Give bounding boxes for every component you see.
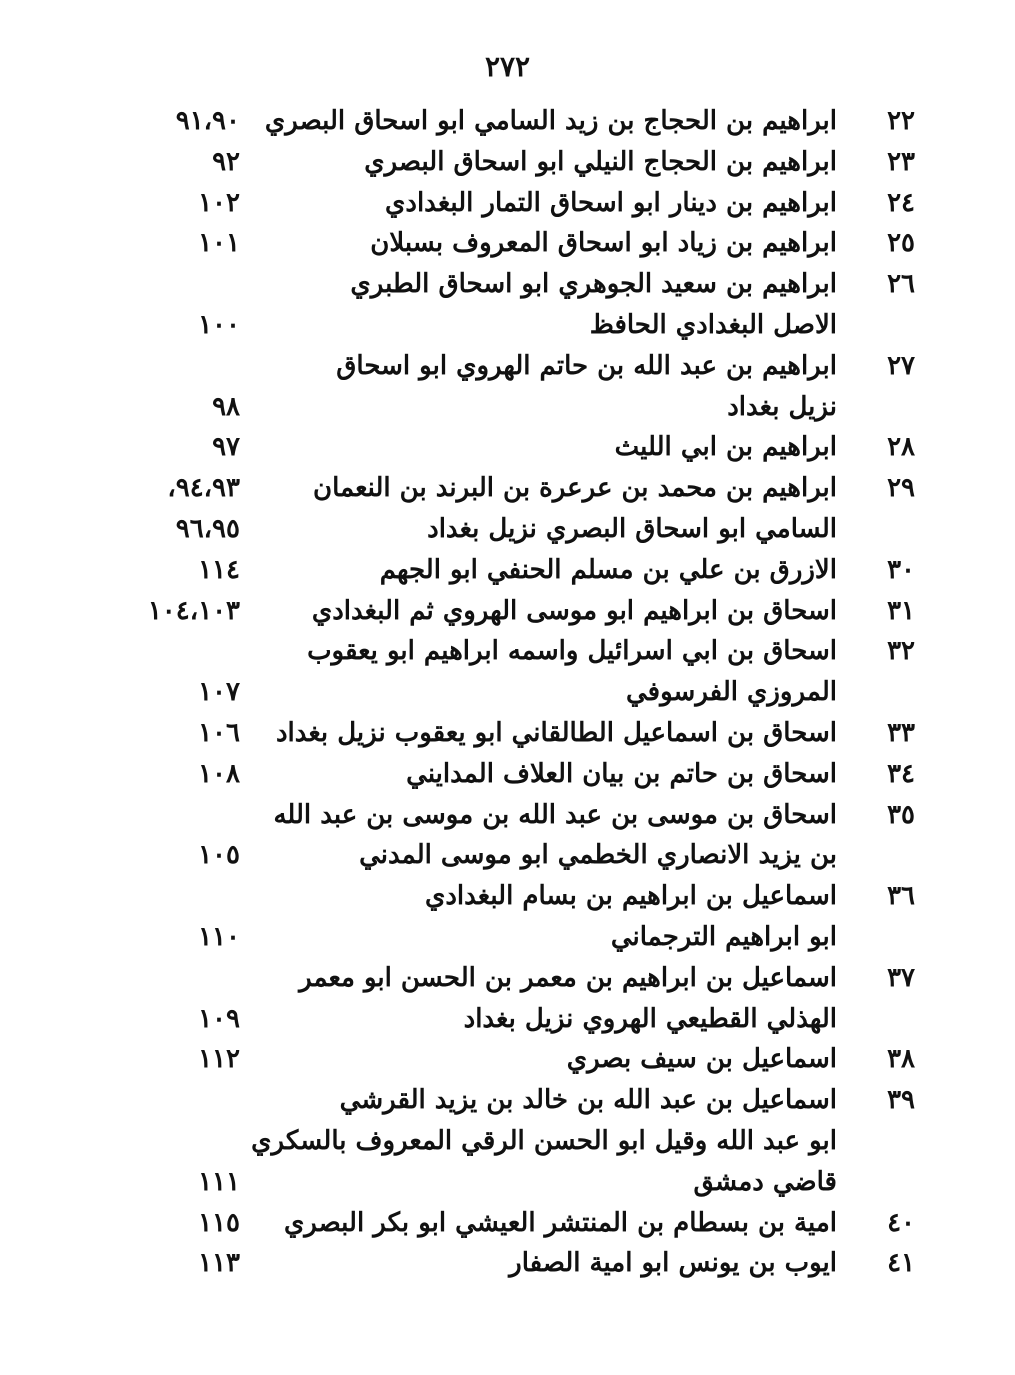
entry-name: بن يزيد الانصاري الخطمي ابو موسى المدني bbox=[359, 840, 837, 870]
index-entry-line bbox=[0, 509, 1015, 549]
entry-name: ابراهيم بن الحجاج بن زيد السامي ابو اسحاق البصري bbox=[264, 106, 837, 136]
entry-number: ٢٨ bbox=[887, 432, 915, 462]
entry-name: اسماعيل بن عبد الله بن خالد بن يزيد القرشي bbox=[339, 1085, 837, 1115]
index-entry-line bbox=[0, 387, 1015, 427]
index-entry-line bbox=[0, 713, 1015, 753]
index-entry-line bbox=[0, 305, 1015, 345]
index-entry-line bbox=[0, 835, 1015, 875]
entry-name: ابو عبد الله وقيل ابو الحسن الرقي المعروف بالسكري bbox=[251, 1126, 837, 1156]
entry-reference-numbers: ١٠٥ bbox=[198, 840, 240, 870]
entry-reference-numbers: ١١٣ bbox=[198, 1248, 240, 1278]
entry-number: ٢٧ bbox=[887, 351, 915, 381]
entry-reference-numbers: ١٠٨ bbox=[198, 759, 240, 789]
entry-reference-numbers: ٩٦،٩٥ bbox=[175, 514, 240, 544]
index-entry-line bbox=[0, 468, 1015, 508]
entry-number: ٢٢ bbox=[887, 106, 915, 136]
entry-name: ابراهيم بن ابي الليث bbox=[614, 432, 837, 462]
entry-reference-numbers: ٩٤،٩٣، bbox=[167, 473, 240, 503]
entry-number: ٢٣ bbox=[887, 147, 915, 177]
entry-number: ٤٠ bbox=[887, 1208, 915, 1238]
entry-reference-numbers: ٩٧ bbox=[212, 432, 240, 462]
entry-number: ٣٧ bbox=[887, 963, 915, 993]
index-entry-line bbox=[0, 958, 1015, 998]
entry-number: ٣٤ bbox=[887, 759, 915, 789]
entry-number: ٢٤ bbox=[887, 188, 915, 218]
index-entry-line bbox=[0, 1162, 1015, 1202]
entry-number: ٣٩ bbox=[887, 1085, 915, 1115]
index-entry-line bbox=[0, 999, 1015, 1039]
entry-number: ٣٠ bbox=[887, 555, 915, 585]
entry-name: السامي ابو اسحاق البصري نزيل بغداد bbox=[427, 514, 837, 544]
entry-reference-numbers: ١١٥ bbox=[198, 1208, 240, 1238]
index-entry-line bbox=[0, 550, 1015, 590]
entry-reference-numbers: ١١١ bbox=[198, 1167, 240, 1197]
entry-number: ٣٣ bbox=[887, 718, 915, 748]
index-entry-line bbox=[0, 672, 1015, 712]
index-entry-line bbox=[0, 142, 1015, 182]
entry-reference-numbers: ١٠٩ bbox=[198, 1004, 240, 1034]
entry-number: ٣١ bbox=[887, 596, 915, 626]
index-entry-line bbox=[0, 427, 1015, 467]
entry-number: ٢٦ bbox=[887, 269, 915, 299]
entry-name: ابراهيم بن دينار ابو اسحاق التمار البغدادي bbox=[385, 188, 837, 218]
entry-reference-numbers: ١١٤ bbox=[198, 555, 240, 585]
entry-number: ٢٥ bbox=[887, 228, 915, 258]
entry-name: اسحاق بن اسماعيل الطالقاني ابو يعقوب نزيل بغداد bbox=[275, 718, 837, 748]
index-entry-line bbox=[0, 631, 1015, 671]
entry-name: ابراهيم بن عبد الله بن حاتم الهروي ابو اسحاق bbox=[336, 351, 837, 381]
entry-number: ٣٨ bbox=[887, 1044, 915, 1074]
entry-name: اسحاق بن حاتم بن بيان العلاف المدايني bbox=[406, 759, 837, 789]
index-entry-line bbox=[0, 346, 1015, 386]
entry-reference-numbers: ١٠٤،١٠٣ bbox=[147, 596, 240, 626]
entry-name: اسماعيل بن ابراهيم بن بسام البغدادي bbox=[424, 881, 837, 911]
index-entry-line bbox=[0, 1080, 1015, 1120]
entry-name: اسماعيل بن ابراهيم بن معمر بن الحسن ابو معمر bbox=[299, 963, 837, 993]
entry-reference-numbers: ١٠٢ bbox=[198, 188, 240, 218]
entry-reference-numbers: ٩٢ bbox=[212, 147, 240, 177]
entry-reference-numbers: ٩١،٩٠ bbox=[175, 106, 240, 136]
entry-name: ابراهيم بن محمد بن عرعرة بن البرند بن النعمان bbox=[313, 473, 837, 503]
index-entry-line bbox=[0, 1243, 1015, 1283]
entry-number: ٣٢ bbox=[887, 636, 915, 666]
index-entry-line bbox=[0, 754, 1015, 794]
entry-name: اسحاق بن موسى بن عبد الله بن موسى بن عبد الله bbox=[273, 800, 837, 830]
entry-name: الهذلي القطيعي الهروي نزيل بغداد bbox=[463, 1004, 837, 1034]
index-entry-line bbox=[0, 1203, 1015, 1243]
index-entry-line bbox=[0, 183, 1015, 223]
entry-number: ٢٩ bbox=[887, 473, 915, 503]
index-entry-line bbox=[0, 876, 1015, 916]
index-entry-line bbox=[0, 917, 1015, 957]
entry-number: ٣٥ bbox=[887, 800, 915, 830]
entry-reference-numbers: ٩٨ bbox=[212, 392, 240, 422]
entry-name: ابراهيم بن الحجاج النيلي ابو اسحاق البصري bbox=[364, 147, 837, 177]
index-entry-line bbox=[0, 264, 1015, 304]
entry-name: ابو ابراهيم الترجماني bbox=[610, 922, 837, 952]
entry-name: ابراهيم بن سعيد الجوهري ابو اسحاق الطبري bbox=[350, 269, 837, 299]
index-entry-line bbox=[0, 1121, 1015, 1161]
entry-name: قاضي دمشق bbox=[693, 1167, 837, 1197]
index-entry-line bbox=[0, 1039, 1015, 1079]
entry-name: اسحاق بن ابراهيم ابو موسى الهروي ثم البغدادي bbox=[311, 596, 837, 626]
entry-name: اسحاق بن ابي اسرائيل واسمه ابراهيم ابو يعقوب bbox=[307, 636, 837, 666]
entry-reference-numbers: ١٠٠ bbox=[198, 310, 240, 340]
entry-name: ابراهيم بن زياد ابو اسحاق المعروف بسبلان bbox=[370, 228, 837, 258]
entry-reference-numbers: ١٠١ bbox=[198, 228, 240, 258]
entry-name: ايوب بن يونس ابو امية الصفار bbox=[509, 1248, 837, 1278]
entry-name: الاصل البغدادي الحافظ bbox=[589, 310, 837, 340]
entry-reference-numbers: ١٠٧ bbox=[198, 677, 240, 707]
page-number: ٢٧٢ bbox=[484, 50, 531, 83]
entry-reference-numbers: ١٠٦ bbox=[198, 718, 240, 748]
entry-name: امية بن بسطام بن المنتشر العيشي ابو بكر البصري bbox=[283, 1208, 837, 1238]
index-entry-line bbox=[0, 591, 1015, 631]
entry-name: نزيل بغداد bbox=[727, 392, 837, 422]
index-entry-line bbox=[0, 101, 1015, 141]
index-entry-line bbox=[0, 795, 1015, 835]
entry-reference-numbers: ١١٠ bbox=[198, 922, 240, 952]
entry-reference-numbers: ١١٢ bbox=[198, 1044, 240, 1074]
entry-name: المروزي الفرسوفي bbox=[626, 677, 837, 707]
entry-name: الازرق بن علي بن مسلم الحنفي ابو الجهم bbox=[379, 555, 837, 585]
entry-number: ٣٦ bbox=[887, 881, 915, 911]
entry-number: ٤١ bbox=[887, 1248, 915, 1278]
index-entry-line bbox=[0, 223, 1015, 263]
entry-name: اسماعيل بن سيف بصري bbox=[566, 1044, 837, 1074]
